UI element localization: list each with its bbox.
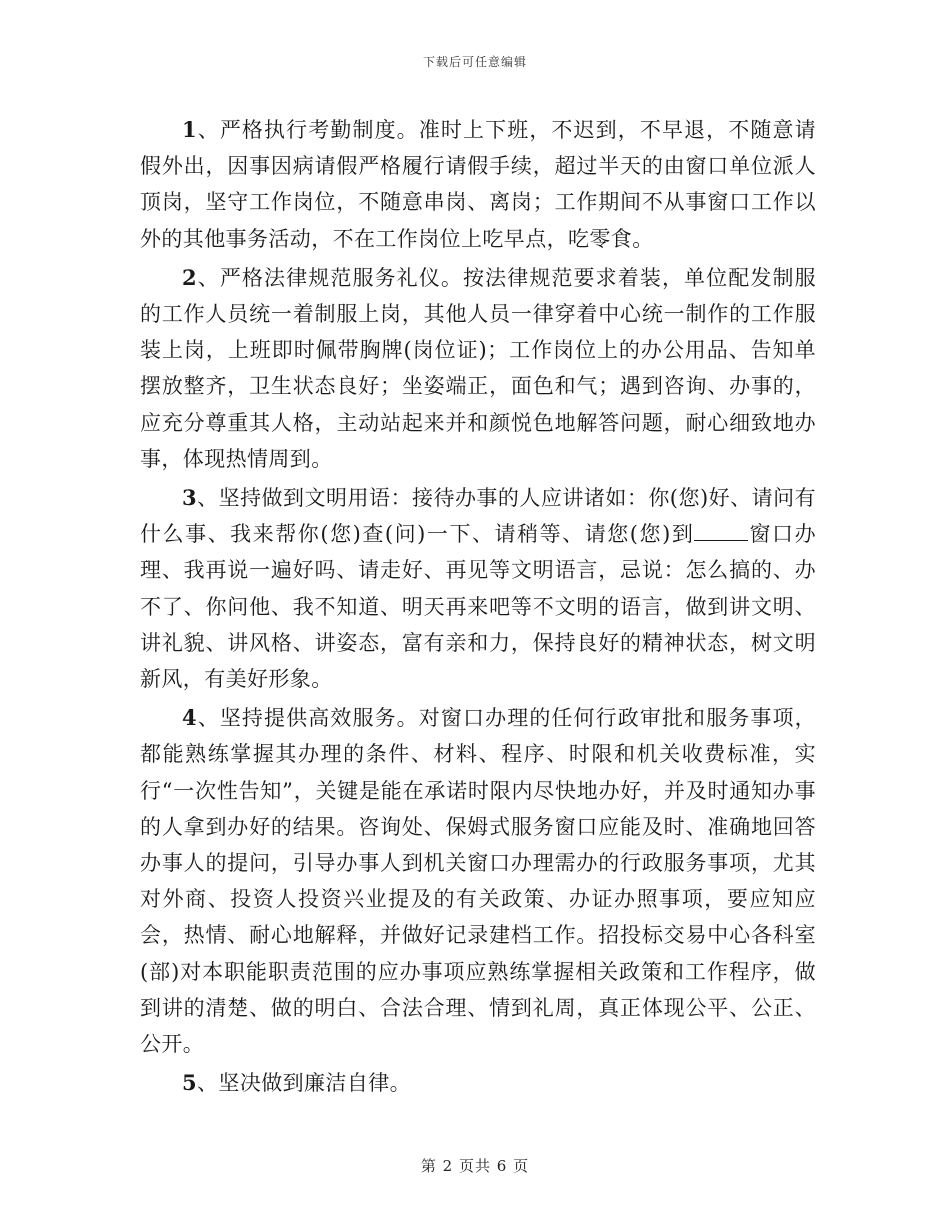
paragraph-number: 4	[182, 705, 198, 731]
paragraph-text: 、坚决做到廉洁自律。	[197, 1071, 412, 1096]
paragraph-2	[140, 260, 816, 477]
paragraph-number: 5	[182, 1070, 198, 1096]
paragraph-text: 、坚持提供高效服务。对窗口办理的任何行政审批和服务事项，都能熟练掌握其办理的条件、材料、程序、时限和机关收费标准，实行“一次性告知”，关键是能在承诺时限内尽快地办好，并及时通知办事的人拿到办好的结果。咨询处、保姆式服务窗口应能及时、准确地回答办事人的提问，引导办事人到机关窗口办理需办的行政服务事项，尤其对外商、投资人投资兴业提及的有关政策、办证办照事项，要应知应会，热情、耐心地解释，并做好记录建档工作。招投标交易中心各科室(部)对本职能职责范围的应办事项应熟练掌握相关政策和工作程序，做到讲的清楚、做的明白、合法合理、情到礼周，真正体现公平、公正、公开。	[140, 706, 816, 1057]
paragraph-4	[140, 700, 816, 1062]
document-body	[140, 112, 816, 1101]
paragraph-3	[140, 480, 816, 697]
paragraph-text: 、坚持做到文明用语：接待办事的人应讲诸如：你(您)好、请问有什么事、我来帮你(您)查(问)一下、请稍等、请您(您)到	[140, 486, 816, 547]
fill-in-blank	[694, 522, 748, 541]
paragraph-number: 3	[182, 485, 198, 511]
page-header: 下载后可任意编辑	[422, 55, 527, 69]
paragraph-5	[140, 1065, 816, 1101]
paragraph-number: 2	[182, 264, 198, 290]
paragraph-number: 1	[182, 117, 198, 142]
paragraph-text: 、严格法律规范服务礼仪。按法律规范要求着装，单位配发制服的工作人员统一着制服上岗，其他人员一律穿着中心统一制作的工作服装上岗，上班即时佩带胸牌(岗位证)；工作岗位上的办公用品、告知单摆放整齐，卫生状态良好；坐姿端正，面色和气；遇到咨询、办事的，应充分尊重其人格，主动站起来并和颜悦色地解答问题，耐心细致地办事，体现热情周到。	[140, 265, 816, 471]
paragraph-1	[140, 112, 816, 257]
page-footer: 第 2 页共 6 页	[420, 1157, 530, 1175]
paragraph-text: 窗口办理、我再说一遍好吗、请走好、再见等文明语言，忌说：怎么搞的、办不了、你问他、我不知道、明天再来吧等不文明的语言，做到讲文明、讲礼貌、讲风格、讲姿态，富有亲和力，保持良好的精神状态，树文明新风，有美好形象。	[140, 522, 817, 692]
paragraph-text: 、严格执行考勤制度。准时上下班，不迟到，不早退，不随意请假外出，因事因病请假严格履行请假手续，超过半天的由窗口单位派人顶岗，坚守工作岗位，不随意串岗、离岗；工作期间不从事窗口工作以外的其他事务活动，不在工作岗位上吃早点，吃零食。	[140, 118, 816, 251]
